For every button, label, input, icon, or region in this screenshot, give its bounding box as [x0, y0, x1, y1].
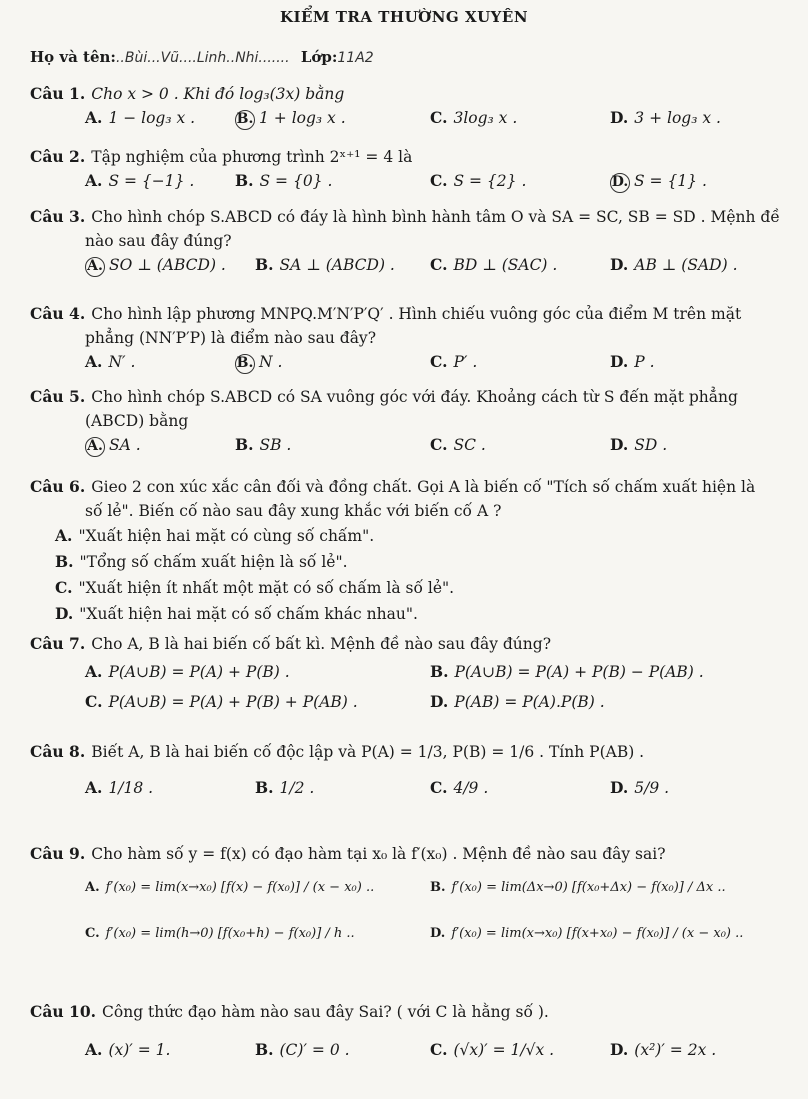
option-b[interactable]: B. 1 + log₃ x .	[235, 106, 346, 130]
question-4	[30, 302, 785, 376]
option-c[interactable]: C. P′ .	[430, 352, 478, 371]
option-c[interactable]: C. SC .	[430, 435, 486, 454]
question-3	[30, 205, 785, 279]
question-number: Câu 2.	[30, 147, 86, 166]
question-number: Câu 10.	[30, 1002, 97, 1021]
name-label: Họ và tên:	[30, 48, 116, 66]
option-b[interactable]: B. f′(x₀) = lim(Δx→0) [f(x₀+Δx) − f(x₀)] / Δx ..	[430, 880, 726, 895]
option-d[interactable]: D. (x²)′ = 2x .	[610, 1040, 717, 1059]
question-text: Cho hình chóp S.ABCD có SA vuông góc với đáy. Khoảng cách từ S đến mặt phẳng	[91, 388, 738, 406]
option-c[interactable]: C. f′(x₀) = lim(h→0) [f(x₀+h) − f(x₀)] / h ..	[85, 926, 355, 941]
question-text: Cho x > 0 . Khi đó log₃(3x) bằng	[91, 85, 345, 103]
question-number: Câu 5.	[30, 387, 86, 406]
option-a[interactable]: A. N′ .	[85, 352, 136, 371]
question-text: Cho A, B là hai biến cố bất kì. Mệnh đề nào sau đây đúng?	[91, 635, 552, 653]
class-value: 11A2	[337, 50, 374, 66]
question-number: Câu 7.	[30, 634, 86, 653]
question-text-cont: nào sau đây đúng?	[85, 232, 232, 250]
option-c[interactable]: C. (√x)′ = 1/√x .	[430, 1040, 555, 1059]
option-b[interactable]: B. S = {0} .	[235, 171, 333, 190]
option-d[interactable]: D. P .	[610, 352, 655, 371]
exam-title: KIỂM TRA THƯỜNG XUYÊN	[279, 8, 529, 26]
question-text-cont: phẳng (NN′P′P) là điểm nào sau đây?	[85, 329, 377, 347]
name-value: ..Bùi...Vũ....Linh..Nhi.......	[115, 50, 290, 66]
question-number: Câu 9.	[30, 844, 86, 863]
question-number: Câu 1.	[30, 84, 86, 103]
options-row	[85, 350, 785, 376]
option-d[interactable]: D. AB ⊥ (SAD) .	[610, 255, 738, 274]
question-8	[30, 740, 785, 802]
option-a[interactable]: A. 1 − log₃ x .	[85, 108, 196, 127]
option-b[interactable]: B. "Tổng số chấm xuất hiện là số lẻ".	[55, 552, 348, 571]
question-text: Tập nghiệm của phương trình 2ˣ⁺¹ = 4 là	[91, 148, 413, 166]
option-c[interactable]: C. 3log₃ x .	[430, 108, 518, 127]
option-b[interactable]: B. SB .	[235, 435, 292, 454]
option-b[interactable]: B. SA ⊥ (ABCD) .	[255, 255, 395, 274]
options-row	[85, 169, 785, 195]
question-number: Câu 4.	[30, 304, 86, 323]
option-c[interactable]: C. 4/9 .	[430, 778, 489, 797]
option-d[interactable]: D. 5/9 .	[610, 778, 670, 797]
option-d[interactable]: D. f′(x₀) = lim(x→x₀) [f(x+x₀) − f(x₀)] / (x − x₀) ..	[430, 926, 744, 941]
student-info	[30, 48, 374, 66]
question-text: Biết A, B là hai biến cố độc lập và P(A) = 1/3, P(B) = 1/6 . Tính P(AB) .	[91, 743, 645, 761]
question-text-cont: (ABCD) bằng	[85, 412, 189, 430]
class-label: Lớp:	[300, 48, 338, 66]
option-b[interactable]: B. P(A∪B) = P(A) + P(B) − P(AB) .	[430, 662, 704, 681]
option-d[interactable]: D. SD .	[610, 435, 668, 454]
question-text: Công thức đạo hàm nào sau đây Sai? ( với C là hằng số ).	[102, 1003, 549, 1021]
option-c[interactable]: C. "Xuất hiện ít nhất một mặt có số chấm là số lẻ".	[55, 578, 455, 597]
option-c[interactable]: C. P(A∪B) = P(A) + P(B) + P(AB) .	[85, 692, 358, 711]
options-row	[85, 876, 785, 916]
option-d[interactable]: D. "Xuất hiện hai mặt có số chấm khác nhau".	[55, 604, 418, 623]
question-10	[30, 1000, 785, 1064]
option-a[interactable]: A. P(A∪B) = P(A) + P(B) .	[85, 662, 290, 681]
question-7	[30, 632, 785, 716]
options-row	[85, 686, 785, 716]
option-a[interactable]: A. 1/18 .	[85, 778, 154, 797]
question-text: Cho hình lập phương MNPQ.M′N′P′Q′ . Hình chiếu vuông góc của điểm M trên mặt	[91, 305, 742, 323]
option-c[interactable]: C. S = {2} .	[430, 171, 527, 190]
question-text-cont: số lẻ". Biến cố nào sau đây xung khắc với biến cố A ?	[85, 502, 502, 520]
options-row	[85, 776, 785, 802]
question-number: Câu 6.	[30, 477, 86, 496]
options-row	[85, 106, 785, 132]
option-a[interactable]: A. S = {−1} .	[85, 171, 195, 190]
option-a[interactable]: A. SO ⊥ (ABCD) .	[85, 253, 226, 277]
option-b[interactable]: B. N .	[235, 350, 282, 374]
question-number: Câu 3.	[30, 207, 86, 226]
options-row	[85, 433, 785, 459]
question-text: Cho hàm số y = f(x) có đạo hàm tại x₀ là f′(x₀) . Mệnh đề nào sau đây sai?	[91, 845, 666, 863]
option-b[interactable]: B. 1/2 .	[255, 778, 315, 797]
question-2	[30, 145, 785, 195]
question-number: Câu 8.	[30, 742, 86, 761]
options-row	[85, 253, 785, 279]
option-d[interactable]: D. P(AB) = P(A).P(B) .	[430, 692, 605, 711]
options-row	[85, 656, 785, 686]
question-1	[30, 82, 785, 132]
question-text: Gieo 2 con xúc xắc cân đối và đồng chất. Gọi A là biến cố "Tích số chấm xuất hiện là	[91, 478, 756, 496]
question-5	[30, 385, 785, 459]
options-row	[85, 922, 785, 962]
option-b[interactable]: B. (C)′ = 0 .	[255, 1040, 350, 1059]
question-text: Cho hình chóp S.ABCD có đáy là hình bình hành tâm O và SA = SC, SB = SD . Mệnh đề	[91, 208, 780, 226]
option-a[interactable]: A. "Xuất hiện hai mặt có cùng số chấm".	[55, 526, 375, 545]
option-d[interactable]: D. S = {1} .	[610, 169, 707, 193]
option-d[interactable]: D. 3 + log₃ x .	[610, 108, 721, 127]
option-c[interactable]: C. BD ⊥ (SAC) .	[430, 255, 558, 274]
option-a[interactable]: A. (x)′ = 1.	[85, 1040, 171, 1059]
question-6	[30, 475, 785, 627]
options-row	[85, 1038, 785, 1064]
option-a[interactable]: A. f′(x₀) = lim(x→x₀) [f(x) − f(x₀)] / (x − x₀) ..	[85, 880, 375, 895]
option-a[interactable]: A. SA .	[85, 433, 141, 457]
question-9	[30, 842, 785, 962]
